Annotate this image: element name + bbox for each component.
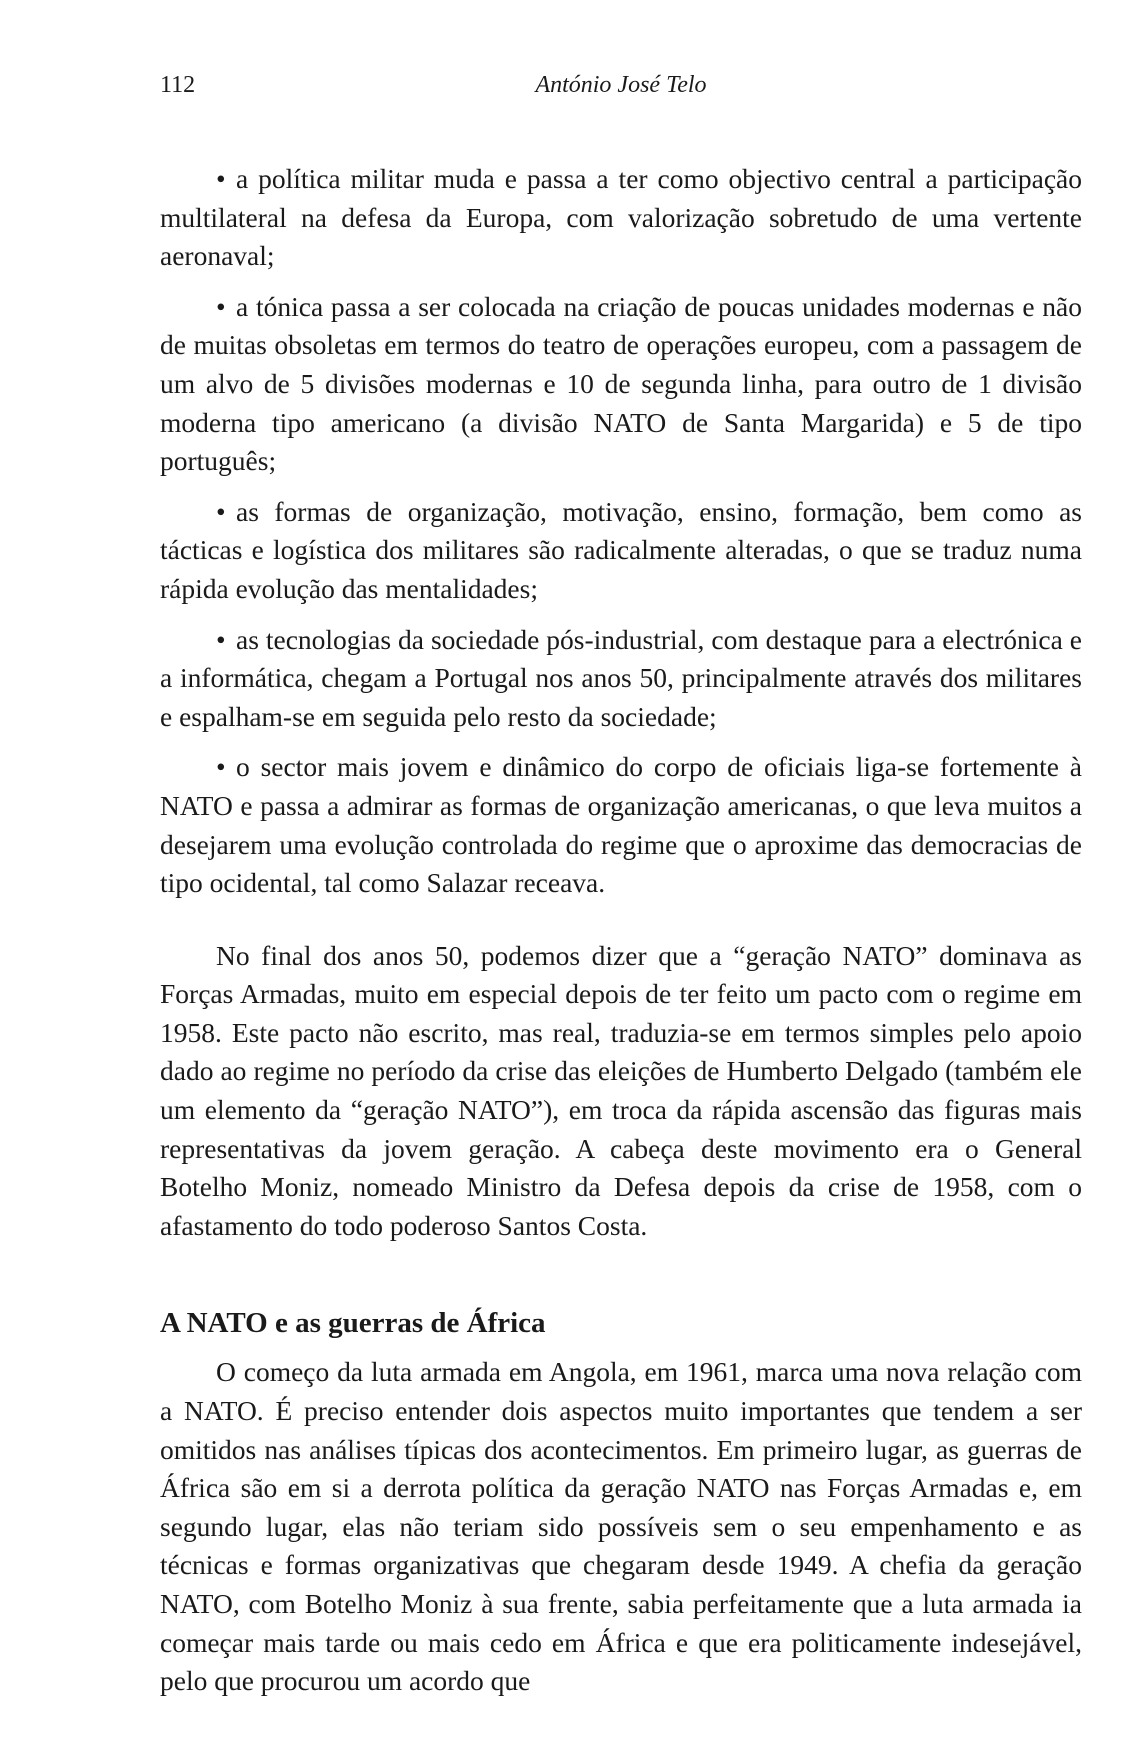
bullet-text: as tecnologias da sociedade pós-industrial, com destaque para a electrónica e a informática, chegam a Portugal nos anos 50, principalmente através dos militares e espalham-se em seguida pelo resto da sociedade; bbox=[160, 623, 1082, 732]
bullet-text: as formas de organização, motivação, ensino, formação, bem como as tácticas e logística dos militares são radicalmente alteradas, o que se traduz numa rápida evolução das mentalidades; bbox=[160, 495, 1082, 604]
bullet-icon: • bbox=[216, 290, 226, 322]
bullet-icon: • bbox=[216, 495, 226, 527]
bullet-icon: • bbox=[216, 163, 226, 194]
running-title: António José Telo bbox=[535, 72, 707, 98]
bullet-item bbox=[160, 621, 1082, 737]
bullet-icon: • bbox=[216, 751, 226, 783]
bullet-item bbox=[160, 748, 1082, 902]
page-number: 112 bbox=[160, 72, 196, 98]
body-text bbox=[160, 160, 1082, 1701]
bullet-text: a tónica passa a ser colocada na criação de poucas unidades modernas e não de muitas obsoletas em termos do teatro de operações europeu, com a passagem de um alvo de 5 divisões modernas e 10 de segunda linha, para outro de 1 divisão moderna tipo americano (a divisão NATO de Santa Margarida) e 5 de tipo português; bbox=[160, 290, 1082, 477]
bullet-item bbox=[160, 493, 1082, 609]
body-paragraph: O começo da luta armada em Angola, em 1961, marca uma nova relação com a NATO. É preciso entender dois aspectos muito importantes que tendem a ser omitidos nas análises típicas dos acontecimentos. Em primeiro lugar, as guerras de África são em si a derrota política da geração NATO nas Forças Armadas e, em segundo lugar, elas não teriam sido possíveis sem o seu empenhamento e as técnicas e formas organizativas que chegaram desde 1949. A chefia da geração NATO, com Botelho Moniz à sua frente, sabia perfeitamente que a luta armada ia começar mais tarde ou mais cedo em África e que era politicamente indesejável, pelo que procurou um acordo que bbox=[160, 1356, 1082, 1697]
bullet-item bbox=[160, 160, 1082, 276]
section-heading: A NATO e as guerras de África bbox=[160, 1307, 546, 1340]
body-paragraph: No final dos anos 50, podemos dizer que a “geração NATO” dominava as Forças Armadas, muito em especial depois de ter feito um pacto com o regime em 1958. Este pacto não escrito, mas real, traduzia-se em termos simples pelo apoio dado ao regime no período da crise das eleições de Humberto Delgado (também ele um elemento da “geração NATO”), em troca da rápida ascensão das figuras mais representativas da jovem geração. A cabeça deste movimento era o General Botelho Moniz, nomeado Ministro da Defesa depois da crise de 1958, com o afastamento do todo poderoso Santos Costa. bbox=[160, 939, 1082, 1241]
bullet-text: o sector mais jovem e dinâmico do corpo de oficiais liga-se fortemente à NATO e passa a admirar as formas de organização americanas, o que leva muitos a desejarem uma evolução controlada do regime que o aproxime das democracias de tipo ocidental, tal como Salazar receava. bbox=[160, 751, 1082, 899]
running-header bbox=[160, 72, 1082, 112]
bullet-list bbox=[160, 160, 1082, 903]
bullet-text: a política militar muda e passa a ter como objectivo central a participação multilateral na defesa da Europa, com valorização sobretudo de uma vertente aeronaval; bbox=[160, 163, 1082, 272]
bullet-icon: • bbox=[216, 623, 226, 655]
bullet-item bbox=[160, 288, 1082, 481]
